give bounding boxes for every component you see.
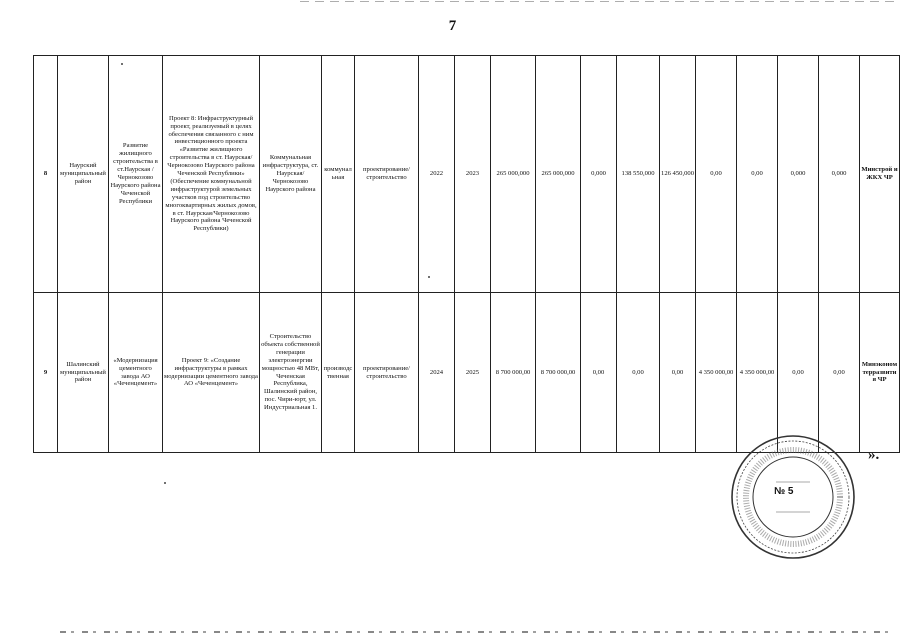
municipality-cell: Шалинский муниципальный район (58, 293, 109, 453)
scan-artifact-top (300, 1, 900, 2)
row-number: 9 (34, 293, 58, 453)
seal-stamp-icon (728, 432, 858, 562)
responsible-cell: Минстрой и ЖКХ ЧР (860, 56, 900, 293)
year-start-cell: 2022 (419, 56, 455, 293)
scan-artifact-bottom (60, 631, 890, 633)
responsible-cell: Минэкономтерразвития ЧР (860, 293, 900, 453)
stage-cell: проектирование/строительство (355, 56, 419, 293)
scan-speck (428, 276, 430, 278)
project-cell: Проект 9: «Создание инфраструктуры в рамках модернизации цементного завода АО «Чеченцемент» (163, 293, 260, 453)
object-cell: Строительство объекта собственной генерации электроэнергии мощностью 48 МВт, Чеченская Республика, Шалинский район, пос. Чири-юрт, ул. Индустриальная 1. (260, 293, 322, 453)
program-cell: Развитие жилищного строительства в ст.Наурская / Чернокозово Наурского района Чеченской Республики (109, 56, 163, 293)
scan-speck (121, 63, 123, 65)
value-cell: 0,00 (696, 56, 737, 293)
page-number: 7 (448, 18, 457, 34)
projects-table (33, 55, 900, 453)
year-start-cell: 2024 (419, 293, 455, 453)
value-cell: 8 700 000,00 (536, 293, 581, 453)
object-cell: Коммунальная инфраструктура, ст. Наурская/ Чернокозово Наурского района (260, 56, 322, 293)
value-cell: 0,00 (581, 293, 617, 453)
value-cell: 0,00 (617, 293, 660, 453)
ownership-cell: коммунальная (322, 56, 355, 293)
closing-quote: ». (868, 447, 880, 463)
year-end-cell: 2025 (455, 293, 491, 453)
ownership-cell: производственная (322, 293, 355, 453)
municipality-cell: Наурский муниципальный район (58, 56, 109, 293)
row-number: 8 (34, 56, 58, 293)
project-cell: Проект 8: Инфраструктурный проект, реализуемый в целях обеспечения связанного с ним инвестиционного проекта «Развитие жилищного строительства в ст. Наурская/Чернокозово Наурского района Чеченской Республики» (Обеспечение коммунальной инфраструктурой земельных участков под строительство многоквартирных жилых домов, в ст. Наурская/Чернокозово Наурского района Чеченской Республики) (163, 56, 260, 293)
value-cell: 0,000 (819, 56, 860, 293)
value-cell: 8 700 000,00 (491, 293, 536, 453)
stamp-label: № 5 (774, 486, 794, 497)
value-cell: 4 350 000,00 (696, 293, 737, 453)
value-cell: 0,00 (819, 293, 860, 453)
value-cell: 0,00 (737, 56, 778, 293)
year-end-cell: 2023 (455, 56, 491, 293)
value-cell: 0,000 (778, 56, 819, 293)
value-cell: 138 550,000 (617, 56, 660, 293)
value-cell: 126 450,000 (660, 56, 696, 293)
table-row (34, 293, 900, 453)
value-cell: 4 350 000,00 (737, 293, 778, 453)
program-cell: «Модернизация цементного завода АО «Чеченцемент» (109, 293, 163, 453)
value-cell: 0,00 (778, 293, 819, 453)
value-cell: 265 000,000 (536, 56, 581, 293)
scan-speck (164, 482, 166, 484)
stage-cell: проектирование/строительство (355, 293, 419, 453)
value-cell: 265 000,000 (491, 56, 536, 293)
table-row (34, 56, 900, 293)
value-cell: 0,000 (581, 56, 617, 293)
value-cell: 0,00 (660, 293, 696, 453)
